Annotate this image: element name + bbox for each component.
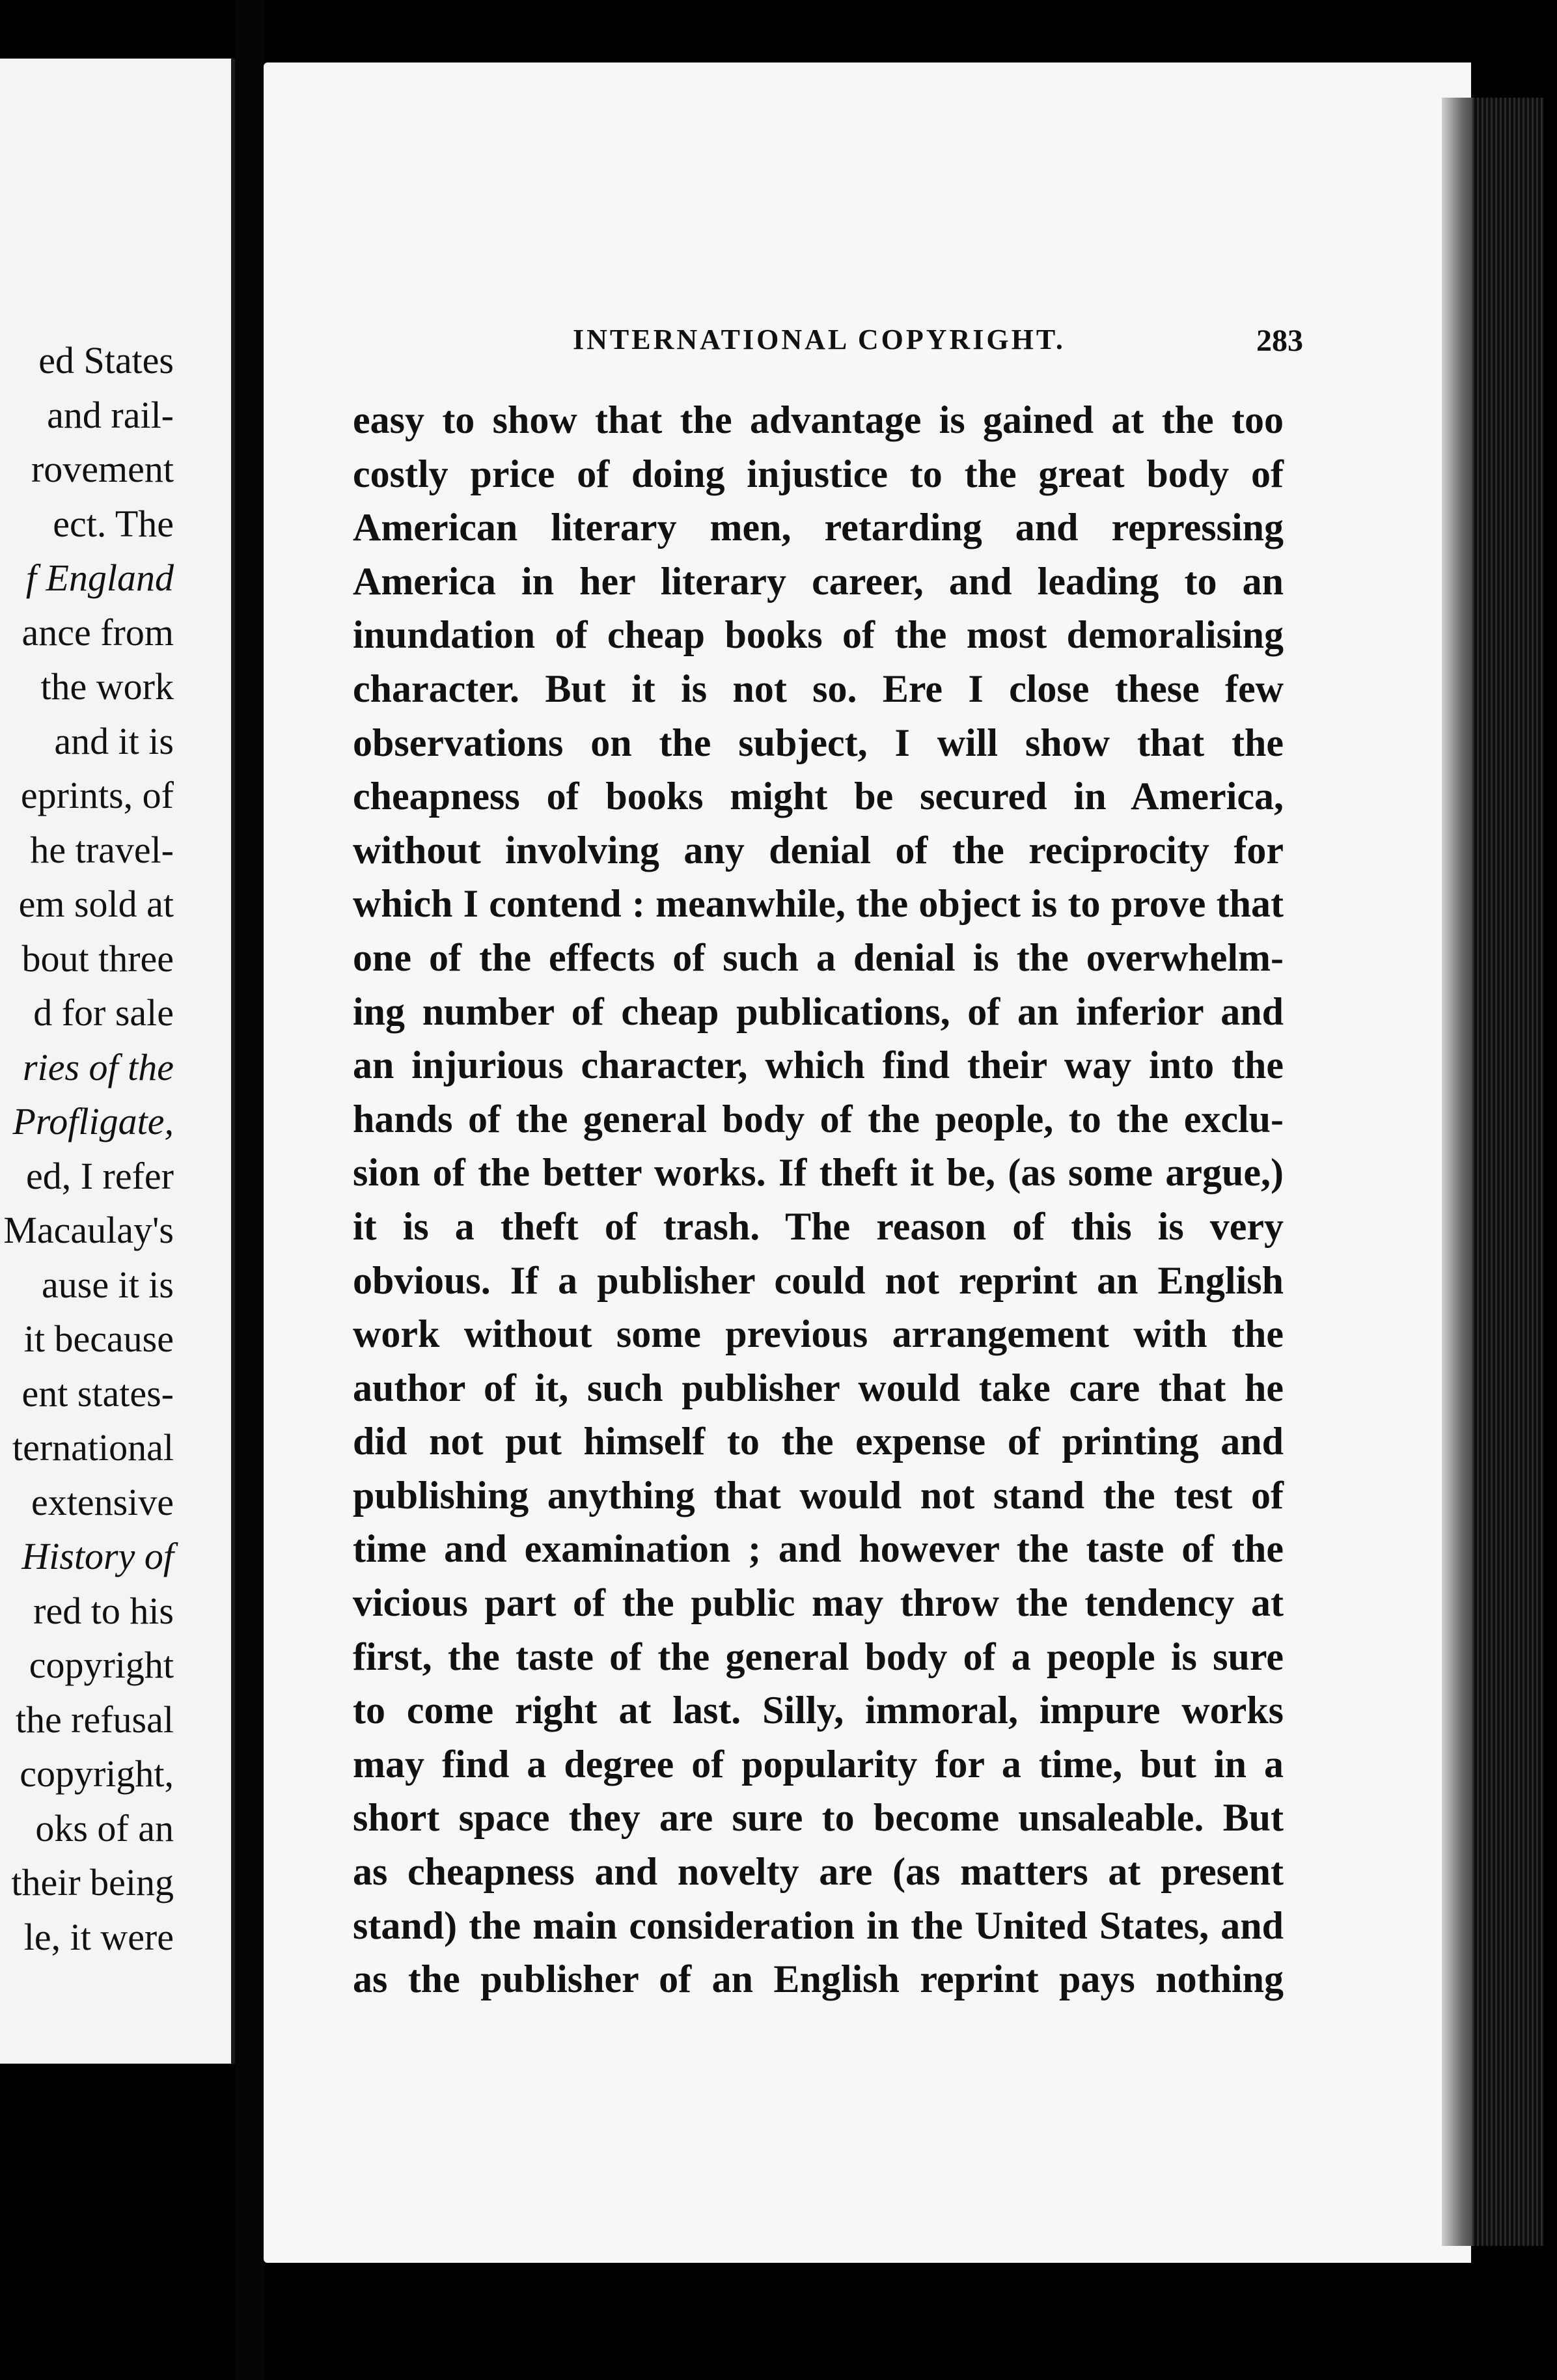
left-text-line: ance from (21, 611, 174, 654)
left-text-line: and rail- (47, 393, 174, 436)
left-text-line: it because (23, 1318, 174, 1360)
left-text-line: Profligate, (12, 1100, 174, 1142)
left-text-line: the work (40, 665, 174, 708)
text-line: inundation of cheap books of the most demoralising (353, 613, 1284, 657)
text-line: hands of the general body of the people, to the exclu- (353, 1097, 1284, 1141)
left-text-line: ed States (38, 339, 174, 381)
left-text-line: ed, I refer (26, 1154, 174, 1197)
left-text-line: d for sale (33, 991, 174, 1034)
text-line: publishing anything that would not stand the test of (353, 1473, 1284, 1517)
book-gutter (235, 0, 265, 2380)
book-fore-edge (1472, 98, 1544, 2246)
left-text-line: he travel- (30, 828, 174, 871)
running-head (264, 323, 1471, 368)
left-text-line: le, it were (23, 1915, 174, 1958)
left-page-text (3, 333, 174, 1964)
text-line: costly price of doing injustice to the great body of (353, 452, 1284, 495)
right-page (264, 62, 1471, 2263)
left-text-line: ries of the (23, 1045, 174, 1088)
text-line: America in her literary career, and leading to an (353, 559, 1284, 603)
left-text-line: ternational (12, 1426, 174, 1469)
left-text-line: bout three (21, 937, 174, 980)
text-line: vicious part of the public may throw the tendency at (353, 1581, 1284, 1625)
body-text (353, 393, 1284, 2006)
text-line: as the publisher of an English reprint pays nothing (353, 1958, 1284, 2001)
left-text-line: the refusal (15, 1698, 174, 1741)
text-line: American literary men, retarding and repressing (353, 506, 1284, 549)
text-line: short space they are sure to become unsaleable. But (353, 1796, 1284, 1840)
left-text-line: copyright, (20, 1752, 174, 1795)
text-line: sion of the better works. If theft it be, (as some argue,) (353, 1151, 1284, 1195)
text-line: easy to show that the advantage is gained at the too (353, 398, 1284, 441)
page-number: 283 (1256, 324, 1303, 358)
left-page-fragment (0, 59, 235, 2064)
text-line: which I contend : meanwhile, the object is to prove that (353, 882, 1284, 926)
left-text-line: eprints, of (20, 774, 174, 816)
text-line: stand) the main consideration in the United States, and (353, 1903, 1284, 1947)
text-line: cheapness of books might be secured in America, (353, 775, 1284, 818)
left-text-line: ause it is (42, 1263, 174, 1306)
left-text-line: their being (11, 1861, 174, 1903)
text-line: did not put himself to the expense of printing and (353, 1420, 1284, 1463)
left-text-line: History of (21, 1535, 174, 1577)
text-line: to come right at last. Silly, immoral, impure works (353, 1689, 1284, 1732)
text-line: as cheapness and novelty are (as matters at present (353, 1850, 1284, 1894)
text-line: work without some previous arrangement with the (353, 1312, 1284, 1356)
text-line: observations on the subject, I will show that the (353, 721, 1284, 764)
text-line: first, the taste of the general body of a people is sure (353, 1635, 1284, 1678)
text-line: ing number of cheap publications, of an inferior and (353, 989, 1284, 1033)
left-text-line: oks of an (35, 1806, 174, 1849)
text-line: one of the effects of such a denial is the overwhelm- (353, 935, 1284, 979)
left-text-line: copyright (29, 1644, 174, 1686)
left-text-line: ect. The (53, 502, 174, 545)
left-text-line: and it is (54, 719, 174, 762)
left-text-line: em sold at (18, 883, 174, 925)
left-text-line: f England (25, 557, 174, 599)
left-text-line: rovement (31, 448, 174, 490)
left-text-line: Macaulay's (3, 1209, 174, 1251)
left-text-line: ent states- (21, 1372, 174, 1415)
text-line: an injurious character, which find their way into the (353, 1044, 1284, 1087)
text-line: time and examination ; and however the taste of the (353, 1527, 1284, 1571)
text-line: it is a theft of trash. The reason of this is very (353, 1204, 1284, 1248)
text-line: obvious. If a publisher could not reprint an English (353, 1258, 1284, 1302)
left-text-line: extensive (31, 1480, 174, 1523)
left-text-line: red to his (33, 1589, 174, 1632)
text-line: without involving any denial of the reciprocity for (353, 828, 1284, 872)
running-head-title: INTERNATIONAL COPYRIGHT. (573, 324, 1066, 355)
text-line: may find a degree of popularity for a time, but in a (353, 1742, 1284, 1786)
text-line: character. But it is not so. Ere I close these few (353, 667, 1284, 710)
text-line: author of it, such publisher would take care that he (353, 1366, 1284, 1409)
